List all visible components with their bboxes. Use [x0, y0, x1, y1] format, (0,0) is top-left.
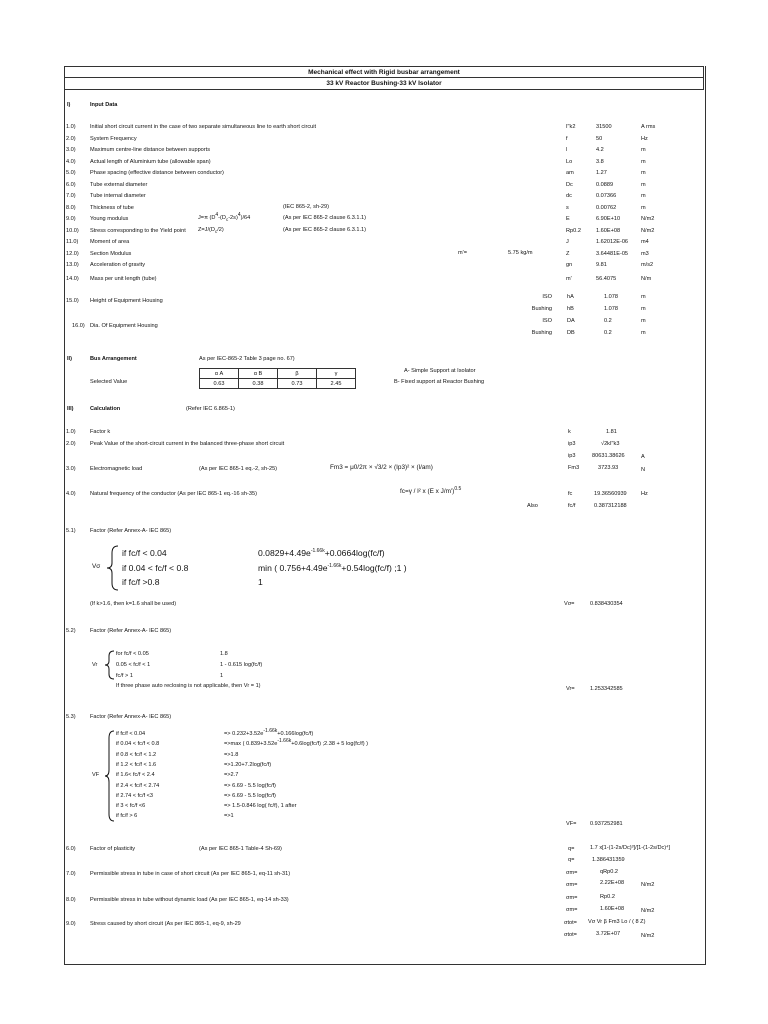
- calc-3-number: 3.0): [66, 466, 76, 472]
- input-row-10-symbol: Rp0.2: [566, 227, 581, 234]
- factor-51-number: 5.1): [66, 528, 76, 534]
- input-row-3-symbol: l: [566, 147, 568, 153]
- housing-row-3-symbol: DA: [567, 318, 575, 324]
- input-row-8-unit: m: [641, 204, 646, 211]
- input-row-5-number: 5.0): [66, 170, 76, 176]
- housing-row-4-value: 0.2: [604, 330, 612, 336]
- input-row-5-desc: Phase spacing (effective distance between conductor): [90, 170, 224, 176]
- input-row-2-value: 50: [596, 135, 603, 142]
- factor-53-val-7-text: => 6.69 - 5.5 log(fc/f): [224, 792, 276, 799]
- input-row-4-unit: m: [641, 158, 646, 165]
- input-row-11-unit: m4: [641, 239, 649, 245]
- calc-6-desc: Factor of plasticity: [90, 846, 136, 852]
- calc-8-symbol: σm=: [566, 895, 578, 901]
- section-3-number: III): [67, 406, 74, 412]
- support-note-b: B- Fixed support at Reactor Bushing: [394, 379, 485, 385]
- input-row-9-number: 9.0): [66, 216, 76, 222]
- input-row-3-unit: m: [641, 147, 646, 153]
- factor-51-val-3: 1: [258, 577, 263, 587]
- input-row-5-unit: m: [641, 170, 646, 176]
- input-row-3-value: 4.2: [596, 147, 604, 153]
- calc-4-unit: Hz: [641, 491, 648, 497]
- input-row-8-value: 0.00762: [596, 204, 617, 211]
- input-row-14-number: 14.0): [66, 275, 79, 282]
- calc-9-number: 9.0): [66, 921, 76, 927]
- input-row-12-desc: Section Modulus: [90, 250, 132, 257]
- factor-53-val-6: [224, 783, 276, 790]
- housing-row-4-symbol: DB: [567, 330, 575, 336]
- input-row-2-symbol: f: [566, 135, 568, 142]
- factor-53-number: 5.3): [66, 714, 76, 720]
- factor-51-cond-2: if 0.04 < fc/f < 0.8: [122, 563, 189, 573]
- arr-header-gamma: γ: [317, 369, 356, 379]
- input-row-5-symbol: am: [566, 170, 574, 176]
- arr-header-beta: β: [278, 369, 317, 379]
- calc-4-value-2: 0.387312188: [594, 503, 627, 509]
- input-row-12-number: 12.0): [66, 250, 79, 257]
- row-16-number: 16.0): [72, 323, 85, 329]
- input-row-7-desc: Tube internal diameter: [90, 193, 146, 199]
- calc-8-desc: Permissible stress in tube without dynamic load (As per IEC 865-1, eq-14 sh-33): [90, 897, 289, 903]
- calc-8-number: 8.0): [66, 897, 76, 903]
- factor-52-title: Factor (Refer Annex-A- IEC 865): [90, 628, 172, 634]
- factor-53-cond-7: if 2.74 < fc/f <3: [116, 792, 154, 799]
- calc-9-formula: Vσ Vr β Fm3 Lo / ( 8 Z): [588, 919, 646, 925]
- calc-6-formula: 1.7 x[1-(1-2s/Dc)³]/[1-(1-2s/Dc)⁴]: [590, 845, 671, 851]
- row-16-desc: Dia. Of Equipment Housing: [90, 323, 158, 329]
- input-row-6-unit: m: [641, 181, 646, 188]
- input-row-12-symbol: Z: [566, 250, 570, 257]
- housing-row-4-unit: m: [641, 330, 646, 336]
- factor-53-val-8: [224, 803, 296, 810]
- calc-2-value: 80631.38626: [592, 453, 625, 459]
- calc-4-symbol-2: fc/f: [568, 503, 576, 509]
- factor-51-cond-1: if fc/f < 0.04: [122, 548, 167, 558]
- input-row-9-unit: N/m2: [641, 216, 655, 222]
- housing-row-3-value: 0.2: [604, 318, 612, 324]
- section-3-ref: (Refer IEC 6.865-1): [186, 406, 235, 412]
- calc-2-unit: A: [641, 454, 645, 460]
- calc-7-symbol: σm=: [566, 870, 578, 876]
- input-row-14-unit: N/m: [641, 275, 652, 282]
- factor-53-val-7: [224, 793, 276, 800]
- input-row-13-unit: m/s2: [641, 262, 654, 268]
- input-row-9-value: 6.90E+10: [596, 216, 621, 222]
- factor-52-result: 1.253342585: [590, 686, 623, 692]
- factor-52-label: Vr: [92, 662, 98, 668]
- calc-9-unit: N/m2: [641, 933, 655, 939]
- input-row-14-value: 56.4075: [596, 275, 617, 282]
- factor-53-val-9: [224, 813, 234, 820]
- factor-53-brace: [104, 730, 116, 822]
- factor-53-val-4: [224, 762, 271, 769]
- factor-53-cond-4: if 1.2 < fc/f < 1.6: [116, 761, 157, 768]
- calc-4-number: 4.0): [66, 491, 76, 497]
- factor-51-label: Vσ: [92, 563, 101, 570]
- factor-51-brace: [106, 545, 120, 591]
- housing-row-2-label: Bushing: [531, 306, 552, 312]
- natural-frequency-exponent: 0.5: [454, 485, 462, 492]
- input-row-10-number: 10.0): [66, 227, 79, 234]
- factor-53-cond-9: if fc/f > 6: [116, 813, 138, 820]
- factor-52-number: 5.2): [66, 628, 76, 634]
- arr-value-alpha-a: 0.63: [200, 379, 239, 389]
- calc-2-symbol: ip3: [568, 441, 576, 447]
- factor-51-exp-1: -1.66k: [310, 548, 325, 555]
- input-row-10-unit: N/m2: [641, 227, 655, 234]
- input-row-6-symbol: Dc: [566, 181, 573, 188]
- calc-2-symbol-2: ip3: [568, 453, 576, 459]
- input-row-1-value: 31500: [596, 124, 612, 130]
- ref-moment: (As per IEC 865-2 clause 6.3.1.1): [283, 215, 367, 221]
- factor-51-val-1-tail: +0.0664log(fc/f): [324, 548, 385, 558]
- input-row-6-value: 0.0889: [596, 181, 614, 188]
- factor-51-cond-3: if fc/f >0.8: [122, 577, 160, 587]
- factor-53-cond-1: if fc/f < 0.04: [116, 731, 146, 737]
- support-note-a: A- Simple Support at Isolator: [404, 368, 476, 374]
- factor-52-val-2: 1 - 0.615 log(fc/f): [220, 662, 263, 668]
- housing-row-1-unit: m: [641, 294, 646, 300]
- factor-52-result-label: Vr=: [566, 686, 575, 692]
- section-1-number: I): [67, 102, 71, 108]
- arr-value-beta: 0.73: [278, 379, 317, 389]
- factor-53-val-1: [224, 728, 314, 738]
- calc-8-symbol-2: σm=: [566, 907, 578, 913]
- input-row-11-symbol: J: [566, 239, 569, 245]
- calc-8-value: 1.60E+08: [600, 906, 625, 912]
- arr-value-gamma: 2.45: [317, 379, 356, 389]
- calc-9-symbol-2: σtot=: [564, 932, 577, 938]
- input-row-1-symbol: I"k2: [566, 124, 576, 130]
- factor-52-note: If three phase auto reclosing is not applicable, then Vr = 1): [116, 683, 261, 689]
- calc-4-desc: Natural frequency of the conductor (As per IEC 865-1 eq.-16 sh-35): [90, 491, 257, 497]
- calc-6-value: 1.386431359: [592, 857, 625, 863]
- bus-arrangement-table: [199, 368, 356, 389]
- input-row-1-desc: Initial short circuit current in the case of two separate simultaneous line to earth short circuit: [90, 124, 317, 130]
- section-2-title: Bus Arrangement: [90, 356, 137, 362]
- natural-frequency-formula: [400, 485, 462, 496]
- input-row-3-number: 3.0): [66, 147, 76, 153]
- input-row-1-unit: A rms: [641, 124, 656, 130]
- housing-row-3-label: ISO: [542, 318, 552, 324]
- bus-arrangement-note: As per IEC-865-2 Table 3 page no. 67): [199, 356, 295, 362]
- factor-52-cond-2: 0.05 < fc/f < 1: [116, 662, 151, 668]
- factor-51-exp-2: -1.66k: [327, 563, 342, 570]
- input-row-7-number: 7.0): [66, 193, 76, 199]
- calc-8-formula: Rp0.2: [600, 894, 615, 900]
- input-row-12-unit: m3: [641, 250, 649, 257]
- calc-9-desc: Stress caused by short circuit (As per IEC 865-1, eq-9, sh-29: [90, 921, 241, 927]
- factor-53-val-3: [224, 752, 238, 759]
- ref-yield: (IEC 865-2, sh-29): [283, 204, 330, 210]
- calc-1-number: 1.0): [66, 429, 76, 435]
- input-row-10-desc: Stress corresponding to the Yield point: [90, 227, 186, 234]
- input-row-11-value: 1.62012E-06: [596, 239, 629, 245]
- input-row-3-desc: Maximum centre-line distance between supports: [90, 147, 211, 153]
- factor-53-val-2: [224, 738, 369, 748]
- factor-53-tail-1: +0.166log(fc/f): [277, 731, 314, 737]
- factor-53-val-9-text: =>1: [224, 813, 234, 820]
- calc-9-value: 3.72E+07: [596, 931, 621, 937]
- factor-53-title: Factor (Refer Annex-A- IEC 865): [90, 714, 172, 720]
- input-row-13-symbol: gn: [566, 262, 573, 268]
- factor-53-val-6-text: => 6.69 - 5.5 log(fc/f): [224, 782, 276, 789]
- factor-53-label: VF: [92, 772, 100, 778]
- input-row-8-symbol: s: [566, 204, 569, 211]
- input-row-4-symbol: Lo: [566, 158, 573, 165]
- calc-6-ref: (As per IEC 865-1 Table-4 Sh-69): [199, 846, 282, 852]
- formula-section-modulus-text: Z=J/(D: [198, 227, 215, 233]
- input-row-9-desc: Young modulus: [90, 216, 129, 222]
- factor-52-brace: [104, 650, 116, 680]
- factor-52-cond-3: fc/f > 1: [116, 673, 133, 679]
- arr-header-alpha-b: α B: [239, 369, 278, 379]
- input-row-11-desc: Moment of area: [90, 239, 130, 245]
- ref-section-modulus: (As per IEC 865-2 clause 6.3.1.1): [283, 227, 367, 233]
- input-row-4-number: 4.0): [66, 158, 76, 165]
- calc-1-symbol: k: [568, 429, 571, 435]
- calc-8-unit: N/m2: [641, 908, 655, 914]
- input-row-6-number: 6.0): [66, 181, 76, 188]
- calc-6-number: 6.0): [66, 846, 76, 852]
- input-row-11-number: 11.0): [66, 239, 79, 245]
- formula-section-modulus: $Z=J/(D_c/2)$: [198, 227, 224, 235]
- formula-moment-text: J=π (D: [198, 215, 216, 221]
- factor-53-result: 0.937252981: [590, 821, 623, 827]
- calc-3-symbol: Fm3: [568, 465, 580, 471]
- input-row-12-value: 3.64481E-05: [596, 250, 629, 257]
- calc-7-desc: Permissible stress in tube in case of short circuit (As per IEC 865-1, eq-11 sh-31): [90, 871, 291, 877]
- input-row-4-value: 3.8: [596, 158, 604, 165]
- housing-row-4-label: Bushing: [531, 330, 552, 336]
- arr-header-alpha-a: α A: [200, 369, 239, 379]
- input-row-5-value: 1.27: [596, 170, 607, 176]
- factor-53-cond-8: if 3 < fc/f <6: [116, 803, 146, 810]
- calc-6-symbol: q=: [568, 846, 575, 852]
- input-row-10-value: 1.60E+08: [596, 227, 621, 234]
- mass-value-kg: 5.75 kg/m: [508, 250, 533, 256]
- factor-52-val-1: 1.8: [220, 651, 228, 657]
- calc-3-unit: N: [641, 467, 646, 473]
- input-row-7-value: 0.07366: [596, 193, 617, 199]
- housing-row-2-symbol: hB: [567, 306, 574, 312]
- input-row-9-symbol: E: [566, 216, 570, 222]
- factor-53-exp-2: -1.66k: [277, 738, 292, 745]
- calc-9-symbol: σtot=: [564, 920, 577, 926]
- row-15-desc: Height of Equipment Housing: [90, 298, 163, 304]
- input-row-2-number: 2.0): [66, 135, 76, 142]
- input-row-6-desc: Tube external diameter: [90, 181, 148, 188]
- housing-row-2-value: 1.078: [604, 306, 618, 312]
- natural-frequency-formula-text: fc=γ / l² x (E x J/m'): [400, 488, 455, 495]
- factor-53-val-5: [224, 772, 238, 779]
- mass-label: m'=: [458, 250, 467, 256]
- factor-53-result-label: VF=: [566, 821, 577, 827]
- calc-4-value: 19.36560939: [594, 491, 627, 497]
- input-row-14-symbol: m': [566, 275, 572, 282]
- housing-row-2-unit: m: [641, 306, 646, 312]
- section-2-number: II): [67, 356, 72, 362]
- calc-1-desc: Factor k: [90, 429, 111, 435]
- input-row-13-value: 9.81: [596, 262, 607, 268]
- factor-53-cond-3: if 0.8 < fc/f < 1.2: [116, 751, 157, 758]
- factor-53-val-3-text: =>1.8: [224, 751, 239, 758]
- input-row-2-desc: System Frequency: [90, 135, 137, 142]
- factor-53-val-4-text: =>1.20+7.2log(fc/f): [224, 761, 272, 768]
- factor-53-val-2-text: =>max ( 0.839+3.52e: [224, 741, 278, 748]
- section-1-title: Input Data: [90, 102, 118, 108]
- housing-row-1-label: ISO: [542, 294, 552, 300]
- factor-52-cond-1: for fc/f < 0.05: [116, 651, 149, 657]
- factor-51-val-2: [258, 563, 407, 573]
- input-row-14-desc: Mass per unit length (tube): [90, 275, 157, 282]
- selected-value-label: Selected Value: [90, 379, 128, 385]
- input-row-7-unit: m: [641, 193, 646, 199]
- housing-row-3-unit: m: [641, 318, 646, 324]
- input-row-4-desc: Actual length of Aluminium tube (allowable span): [90, 158, 211, 165]
- calc-2-desc: Peak Value of the short-circuit current in the balanced three-phase short circuit: [90, 441, 285, 447]
- input-row-13-desc: Acceleration of gravity: [90, 262, 146, 268]
- factor-52-val-3: 1: [220, 673, 224, 679]
- row-15-number: 15.0): [66, 298, 79, 304]
- calc-6-symbol-2: q=: [568, 857, 575, 863]
- factor-53-val-5-text: =>2.7: [224, 772, 239, 779]
- calc-7-number: 7.0): [66, 871, 76, 877]
- calc-1-value: 1.81: [606, 429, 617, 435]
- factor-51-result-label: Vσ=: [564, 601, 575, 607]
- factor-53-cond-5: if 1.6< fc/f < 2.4: [116, 772, 155, 779]
- formula-moment: J=π $(D4-(D_c-2s)4)/64$: [198, 212, 251, 223]
- factor-53-val-8-text: => 1.5-0.846 log( fc/f), 1 after: [224, 803, 297, 810]
- calc-4-also: Also: [527, 503, 538, 509]
- sheet-title: Mechanical effect with Rigid busbar arrangement: [64, 66, 704, 78]
- calc-2-formula: √2kI"k3: [601, 441, 620, 447]
- section-3-title: Calculation: [90, 406, 121, 412]
- sheet-frame: [64, 66, 706, 965]
- input-row-8-desc: Thickness of tube: [90, 204, 134, 211]
- factor-51-title: Factor (Refer Annex-A- IEC 865): [90, 528, 172, 534]
- sheet-subtitle: 33 kV Reactor Bushing-33 kV Isolator: [64, 78, 704, 90]
- factor-53-tail-2: +0.6log(fc/f) ;2.38 + 5 log(fc/f) ): [291, 741, 369, 748]
- electromagnetic-load-formula: Fm3 = μ0/2π × √3/2 × (Ip3)² × (l/am): [330, 464, 433, 471]
- input-row-1-number: 1.0): [66, 124, 76, 130]
- calc-2-number: 2.0): [66, 441, 76, 447]
- input-row-2-unit: Hz: [641, 135, 648, 142]
- factor-53-exp-1: -1.66k: [263, 728, 278, 735]
- calc-7-formula: qRp0.2: [600, 869, 619, 875]
- factor-51-val-2-tail: +0.54log(fc/f) ;1 ): [341, 563, 407, 573]
- factor-51-note: (If k>1.6, then k=1.6 shall be used): [90, 601, 177, 607]
- input-row-8-number: 8.0): [66, 204, 76, 211]
- calc-7-unit: N/m2: [641, 882, 655, 888]
- calc-3-ref: (As per IEC 865-1 eq.-2, sh-25): [199, 466, 278, 472]
- calc-7-value: 2.22E+08: [600, 880, 625, 886]
- factor-51-val-2-text: min ( 0.756+4.49e: [258, 563, 328, 573]
- factor-51-result: 0.838430354: [590, 601, 623, 607]
- factor-53-val-1-text: => 0.232+3.52e: [224, 731, 264, 737]
- calc-4-symbol: fc: [568, 491, 573, 497]
- calc-3-desc: Electromagnetic load: [90, 466, 143, 472]
- input-row-7-symbol: dc: [566, 193, 572, 199]
- housing-row-1-value: 1.078: [604, 294, 618, 300]
- factor-53-cond-6: if 2.4 < fc/f < 2.74: [116, 782, 160, 789]
- calc-7-symbol-2: σm=: [566, 882, 578, 888]
- factor-51-val-1: [258, 548, 385, 558]
- factor-53-cond-2: if 0.04 < fc/f < 0.8: [116, 741, 160, 748]
- factor-51-val-1-text: 0.0829+4.49e: [258, 548, 311, 558]
- housing-row-1-symbol: hA: [567, 294, 574, 300]
- arr-value-alpha-b: 0.38: [239, 379, 278, 389]
- input-row-13-number: 13.0): [66, 262, 79, 268]
- calc-3-value: 3723.93: [598, 465, 619, 471]
